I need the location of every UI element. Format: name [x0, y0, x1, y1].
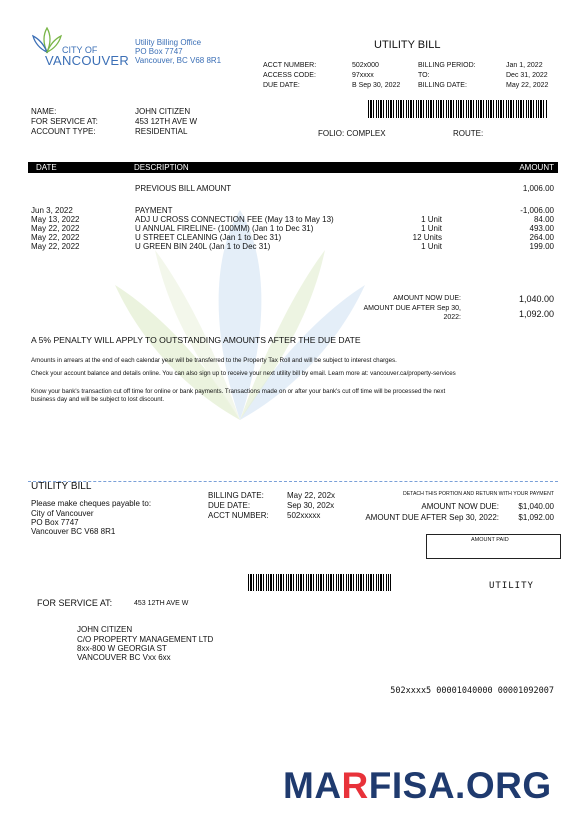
- row-quantity: 12 Units: [412, 233, 442, 242]
- row-date: May 13, 2022: [31, 215, 80, 224]
- due-date-value: B Sep 30, 2022: [352, 82, 401, 89]
- logo-city-of: CITY OF: [62, 45, 98, 55]
- bill-title: UTILITY BILL: [374, 39, 441, 51]
- acct-number-label: ACCT NUMBER:: [263, 62, 317, 69]
- stub-title: UTILITY BILL: [31, 481, 92, 492]
- header-date: DATE: [36, 163, 57, 172]
- billing-date-label: BILLING DATE:: [418, 82, 467, 89]
- folio: FOLIO: COMPLEX: [318, 129, 386, 138]
- mail-address-street: 8xx-800 W GEORGIA ST: [77, 644, 167, 653]
- notice-bank-cutoff-2: business day and will be subject to lost discount.: [31, 396, 165, 403]
- mail-address-city: VANCOUVER BC Vxx 6xx: [77, 653, 171, 662]
- stub-now-due-value: $1,040.00: [518, 502, 554, 511]
- amount-paid-field[interactable]: [426, 534, 561, 559]
- stub-after-label: AMOUNT DUE AFTER Sep 30, 2022:: [365, 513, 499, 522]
- billing-date-value: May 22, 2022: [506, 82, 549, 89]
- amount-now-due-value: 1,040.00: [518, 294, 554, 304]
- top-barcode: [368, 100, 548, 118]
- amount-paid-label: AMOUNT PAID: [471, 537, 509, 543]
- office-city: Vancouver, BC V68 8R1: [135, 56, 222, 65]
- stub-barcode: [248, 574, 391, 591]
- row-description: PAYMENT: [135, 206, 173, 215]
- service-value: 453 12TH AVE W: [135, 117, 198, 126]
- notice-bank-cutoff: Know your bank's transaction cut off time for online or bank payments. Transactions made on or after your bank's cut off time will be processed the next: [31, 388, 446, 395]
- stub-payable-to: Please make cheques payable to:: [31, 499, 152, 508]
- route: ROUTE:: [453, 129, 484, 138]
- amount-now-due-label: AMOUNT NOW DUE:: [393, 295, 461, 302]
- watermark-r: R: [341, 765, 369, 806]
- site-watermark: [283, 765, 552, 807]
- to-value: Dec 31, 2022: [506, 72, 548, 79]
- watermark-ma: MA: [283, 765, 342, 806]
- row-date: May 22, 2022: [31, 242, 80, 251]
- header-description: DESCRIPTION: [134, 163, 189, 172]
- previous-bill-label: PREVIOUS BILL AMOUNT: [135, 184, 232, 193]
- row-date: May 22, 2022: [31, 224, 80, 233]
- amount-due-after-year: 2022:: [443, 314, 461, 321]
- notice-online: Check your account balance and details online. You can also sign up to receive your next utility bill by email. Learn more at: vancouver.ca/property-services: [31, 370, 456, 377]
- stub-utility-label: UTILITY: [489, 581, 534, 591]
- access-code-value: 97xxxx: [352, 72, 374, 79]
- detach-line: [28, 481, 558, 482]
- stub-billing-date-value: May 22, 202x: [287, 491, 336, 500]
- row-amount: 264.00: [529, 233, 554, 242]
- due-date-label: DUE DATE:: [263, 82, 300, 89]
- row-quantity: 1 Unit: [421, 242, 442, 251]
- office-name: Utility Billing Office: [135, 38, 202, 47]
- row-description: ADJ U CROSS CONNECTION FEE (May 13 to May 13): [135, 215, 334, 224]
- stub-now-due-label: AMOUNT NOW DUE:: [421, 502, 499, 511]
- stub-acct-label: ACCT NUMBER:: [208, 511, 269, 520]
- row-date: Jun 3, 2022: [31, 206, 73, 215]
- header-amount: AMOUNT: [519, 163, 554, 172]
- previous-bill-amount: 1,006.00: [522, 184, 554, 193]
- penalty-notice: A 5% PENALTY WILL APPLY TO OUTSTANDING AMOUNTS AFTER THE DUE DATE: [31, 335, 361, 345]
- watermark-fisa: FISA.ORG: [368, 765, 552, 806]
- account-type-value: RESIDENTIAL: [135, 127, 188, 136]
- service-label: FOR SERVICE AT:: [31, 117, 98, 126]
- row-description: U GREEN BIN 240L (Jan 1 to Dec 31): [135, 242, 271, 251]
- stub-acct-value: 502xxxxx: [287, 511, 321, 520]
- stub-service-value: 453 12TH AVE W: [134, 600, 189, 607]
- row-quantity: 1 Unit: [421, 215, 442, 224]
- stub-billing-date-label: BILLING DATE:: [208, 491, 264, 500]
- billing-period-value: Jan 1, 2022: [506, 62, 543, 69]
- row-amount: 199.00: [529, 242, 554, 251]
- row-amount: -1,006.00: [520, 206, 554, 215]
- acct-number-value: 502x000: [352, 62, 379, 69]
- city-leaf-logo-icon: [30, 26, 64, 54]
- stub-payee-city: Vancouver BC V68 8R1: [31, 527, 116, 536]
- office-box: PO Box 7747: [135, 47, 183, 56]
- stub-payee-box: PO Box 7747: [31, 518, 79, 527]
- mail-address-name: JOHN CITIZEN: [77, 625, 133, 634]
- mail-address-careof: C/O PROPERTY MANAGEMENT LTD: [77, 635, 214, 644]
- access-code-label: ACCESS CODE:: [263, 72, 316, 79]
- name-label: NAME:: [31, 107, 57, 116]
- stub-payee: City of Vancouver: [31, 509, 94, 518]
- row-quantity: 1 Unit: [421, 224, 442, 233]
- account-type-label: ACCOUNT TYPE:: [31, 127, 96, 136]
- row-description: U STREET CLEANING (Jan 1 to Dec 31): [135, 233, 282, 242]
- micr-line: 502xxxx5 00001040000 00001092007: [390, 686, 554, 696]
- amount-due-after-label: AMOUNT DUE AFTER Sep 30,: [363, 305, 461, 312]
- name-value: JOHN CITIZEN: [135, 107, 191, 116]
- stub-due-date-value: Sep 30, 202x: [287, 501, 335, 510]
- row-amount: 84.00: [533, 215, 554, 224]
- to-label: TO:: [418, 72, 430, 79]
- amount-due-after-value: 1,092.00: [518, 309, 554, 319]
- stub-after-value: $1,092.00: [518, 513, 554, 522]
- row-amount: 493.00: [529, 224, 554, 233]
- stub-due-date-label: DUE DATE:: [208, 501, 251, 510]
- row-date: May 22, 2022: [31, 233, 80, 242]
- notice-arrears: Amounts in arrears at the end of each calendar year will be transferred to the Property Tax Roll and will be subject to interest charges.: [31, 357, 397, 364]
- billing-period-label: BILLING PERIOD:: [418, 62, 476, 69]
- detach-instruction: DETACH THIS PORTION AND RETURN WITH YOUR PAYMENT: [402, 491, 554, 497]
- table-header-bar: [28, 162, 558, 173]
- stub-service-label: FOR SERVICE AT:: [37, 598, 113, 608]
- logo-vancouver: VANCOUVER: [45, 53, 130, 68]
- row-description: U ANNUAL FIRELINE- (100MM) (Jan 1 to Dec 31): [135, 224, 314, 233]
